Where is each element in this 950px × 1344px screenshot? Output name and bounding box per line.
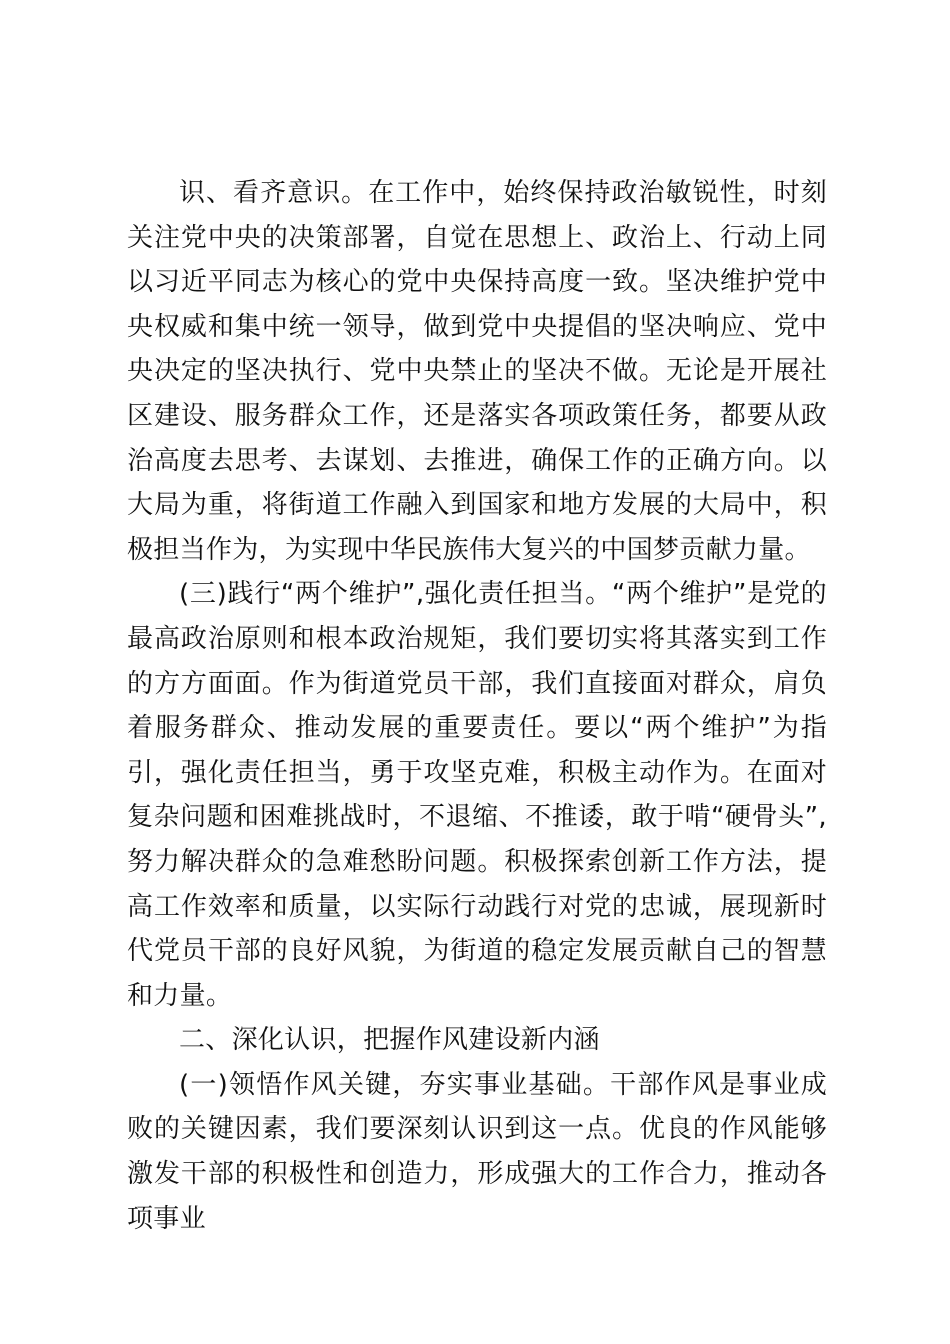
document-body [127,171,827,1241]
paragraph-political-awareness: 识、看齐意识。在工作中，始终保持政治敏锐性，时刻关注党中央的决策部署，自觉在思想上、政治上、行动上同以习近平同志为核心的党中央保持高度一致。坚决维护党中央权威和集中统一领导，做到党中央提倡的坚决响应、党中央决定的坚决执行、党中央禁止的坚决不做。无论是开展社区建设、服务群众工作，还是落实各项政策任务，都要从政治高度去思考、去谋划、去推进，确保工作的正确方向。以大局为重，将街道工作融入到国家和地方发展的大局中，积极担当作为，为实现中华民族伟大复兴的中国梦贡献力量。 [127,178,827,565]
paragraph-two-safeguards: (三)践行“两个维护”,强化责任担当。“两个维护”是党的最高政治原则和根本政治规矩，我们要切实将其落实到工作的方方面面。作为街道党员干部，我们直接面对群众，肩负着服务群众、推动发展的重要责任。要以“两个维护”为指引，强化责任担当，勇于攻坚克难，积极主动作为。在面对复杂问题和困难挑战时，不退缩、不推诿，敢于啃“硬骨头”,努力解决群众的急难愁盼问题。积极探索创新工作方法，提高工作效率和质量，以实际行动践行对党的忠诚，展现新时代党员干部的良好风貌，为街道的稳定发展贡献自己的智慧和力量。 [127,579,827,1011]
paragraph-work-style-key: (一)领悟作风关键，夯实事业基础。干部作风是事业成败的关键因素，我们要深刻认识到这一点。优良的作风能够激发干部的积极性和创造力，形成强大的工作合力，推动各项事业 [127,1069,827,1234]
section-heading-two: 二、深化认识，把握作风建设新内涵 [179,1025,600,1056]
